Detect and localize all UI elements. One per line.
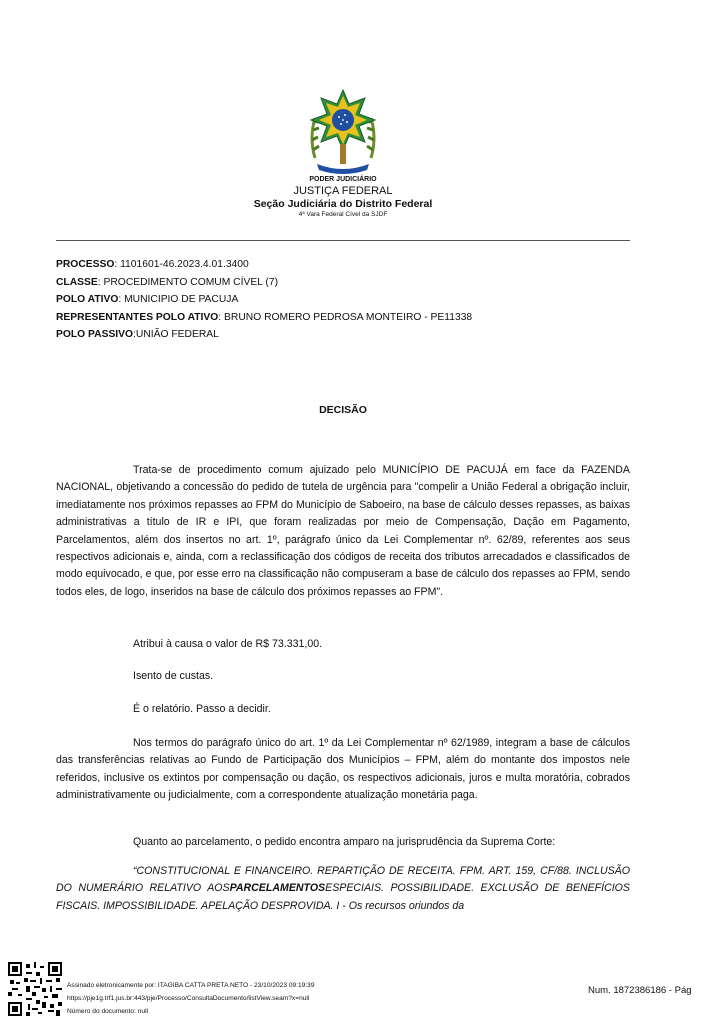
paragraph-relatorio: Trata-se de procedimento comum ajuizado pelo MUNICÍPIO DE PACUJÁ em face da FAZENDA NACIONAL, objetivando a concessão do pedido de tutela de urgência para "compelir a União Federal a obrigação incluir, imediatamente nos próximos repasses ao FPM do Município de Saboeiro, na base de cálculo desses repasses, as baixas administrativas a título de IR e IPI, que foram realizadas por meio de Compensação, Dação em Pagamento, Parcelamentos, além dos insertos no art. 1º, parágrafo único da Lei Complementar nº. 62/89, referentes aos seus respectivos adicionais e, ainda, com a reclassificação dos códigos de receita dos tributos arrecadados e classificados de modo equivocado, e que, por esse erro na classificação não compuseram a base de cálculo dos repasses ao FPM, sendo todos eles, de logo, inseridos na base de cálculo dos próximos repasses ao FPM".: [56, 464, 630, 598]
case-representantes-line: [56, 309, 472, 327]
polo-ativo-value: : MUNICIPIO DE PACUJA: [118, 294, 239, 306]
paragraph-parcelamento: Quanto ao parcelamento, o pedido encontra amparo na jurisprudência da Suprema Corte:: [133, 836, 556, 848]
footer-signature: Assinado eletronicamente por: ITAGIBA CATTA PRETA NETO - 23/10/2023 09:19:39: [67, 982, 315, 989]
case-polo-passivo-line: [56, 326, 472, 344]
paragraph-passo-decidir: É o relatório. Passo a decidir.: [133, 703, 271, 715]
quote-part-a: “CONSTITUCIONAL E FINANCEIRO. REPARTIÇÃO DE RECEITA. FPM. ART. 159, CF/88. INCLUSÃO DO NUMERÁRIO RELATIVO AOS: [56, 865, 630, 895]
quote-emphasis: PARCELAMENTOS: [229, 882, 326, 895]
classe-label: CLASSE: [56, 276, 98, 288]
processo-value: : 1101601-46.2023.4.01.3400: [114, 259, 249, 270]
brazil-coat-of-arms-emblem: [303, 88, 383, 178]
classe-value: : PROCEDIMENTO COMUM CÍVEL (7): [97, 276, 278, 288]
case-classe-line: [56, 274, 472, 292]
polo-passivo-label: POLO PASSIVO: [56, 329, 134, 341]
paragraph-lei-complementar: Nos termos do parágrafo único do art. 1º da Lei Complementar nº 62/1989, integram a base de cálculos das transferências relativas ao Fundo de Participação dos Municípios – FPM, além do montante dos impostos nele referidos, inclusive os extintos por compensação ou dação, os respectivos adicionais, juros e multa moratória, cobrados administrativamente ou judicialmente, com a correspondente atualização monetária paga.: [56, 737, 630, 802]
polo-ativo-label: POLO ATIVO: [56, 294, 119, 306]
case-info: [56, 256, 472, 344]
header-secao-judiciaria: Seção Judiciária do Distrito Federal: [253, 198, 433, 210]
header-divider: [56, 240, 630, 241]
decision-title: DECISÃO: [319, 404, 367, 416]
footer-url-link[interactable]: https://pje1g.trf1.jus.br:443/pje/Processo/ConsultaDocumento/listView.seam?x=null: [67, 995, 310, 1002]
footer-document-number: Número do documento: null: [67, 1008, 149, 1015]
header-vara-federal: 4ª Vara Federal Cível da SJDF: [298, 211, 388, 218]
page-number: Num. 1872386186 - Pág: [588, 985, 692, 996]
representantes-value: : BRUNO ROMERO PEDROSA MONTEIRO - PE11338: [218, 311, 473, 323]
header-poder-judiciario: PODER JUDICIÁRIO: [309, 176, 377, 183]
case-processo-line: [56, 256, 472, 274]
polo-passivo-value: :UNIÃO FEDERAL: [133, 329, 219, 341]
representantes-label: REPRESENTANTES POLO ATIVO: [56, 311, 219, 323]
case-polo-ativo-line: [56, 291, 472, 309]
header-justica-federal: JUSTIÇA FEDERAL: [293, 185, 393, 197]
paragraph-valor-causa: Atribui à causa o valor de R$ 73.331,00.: [133, 638, 323, 650]
paragraph-custas: Isento de custas.: [133, 670, 214, 682]
qr-code[interactable]: [8, 962, 62, 1016]
processo-label: PROCESSO: [56, 259, 115, 270]
jurisprudence-quote: [56, 863, 630, 915]
quote-part-c: ESPECIAIS. POSSIBILIDADE. EXCLUSÃO DE BENEFÍCIOS FISCAIS. IMPOSSIBILIDADE. APELAÇÃO DESPROVIDA. I - Os recursos oriundos da: [56, 882, 630, 912]
